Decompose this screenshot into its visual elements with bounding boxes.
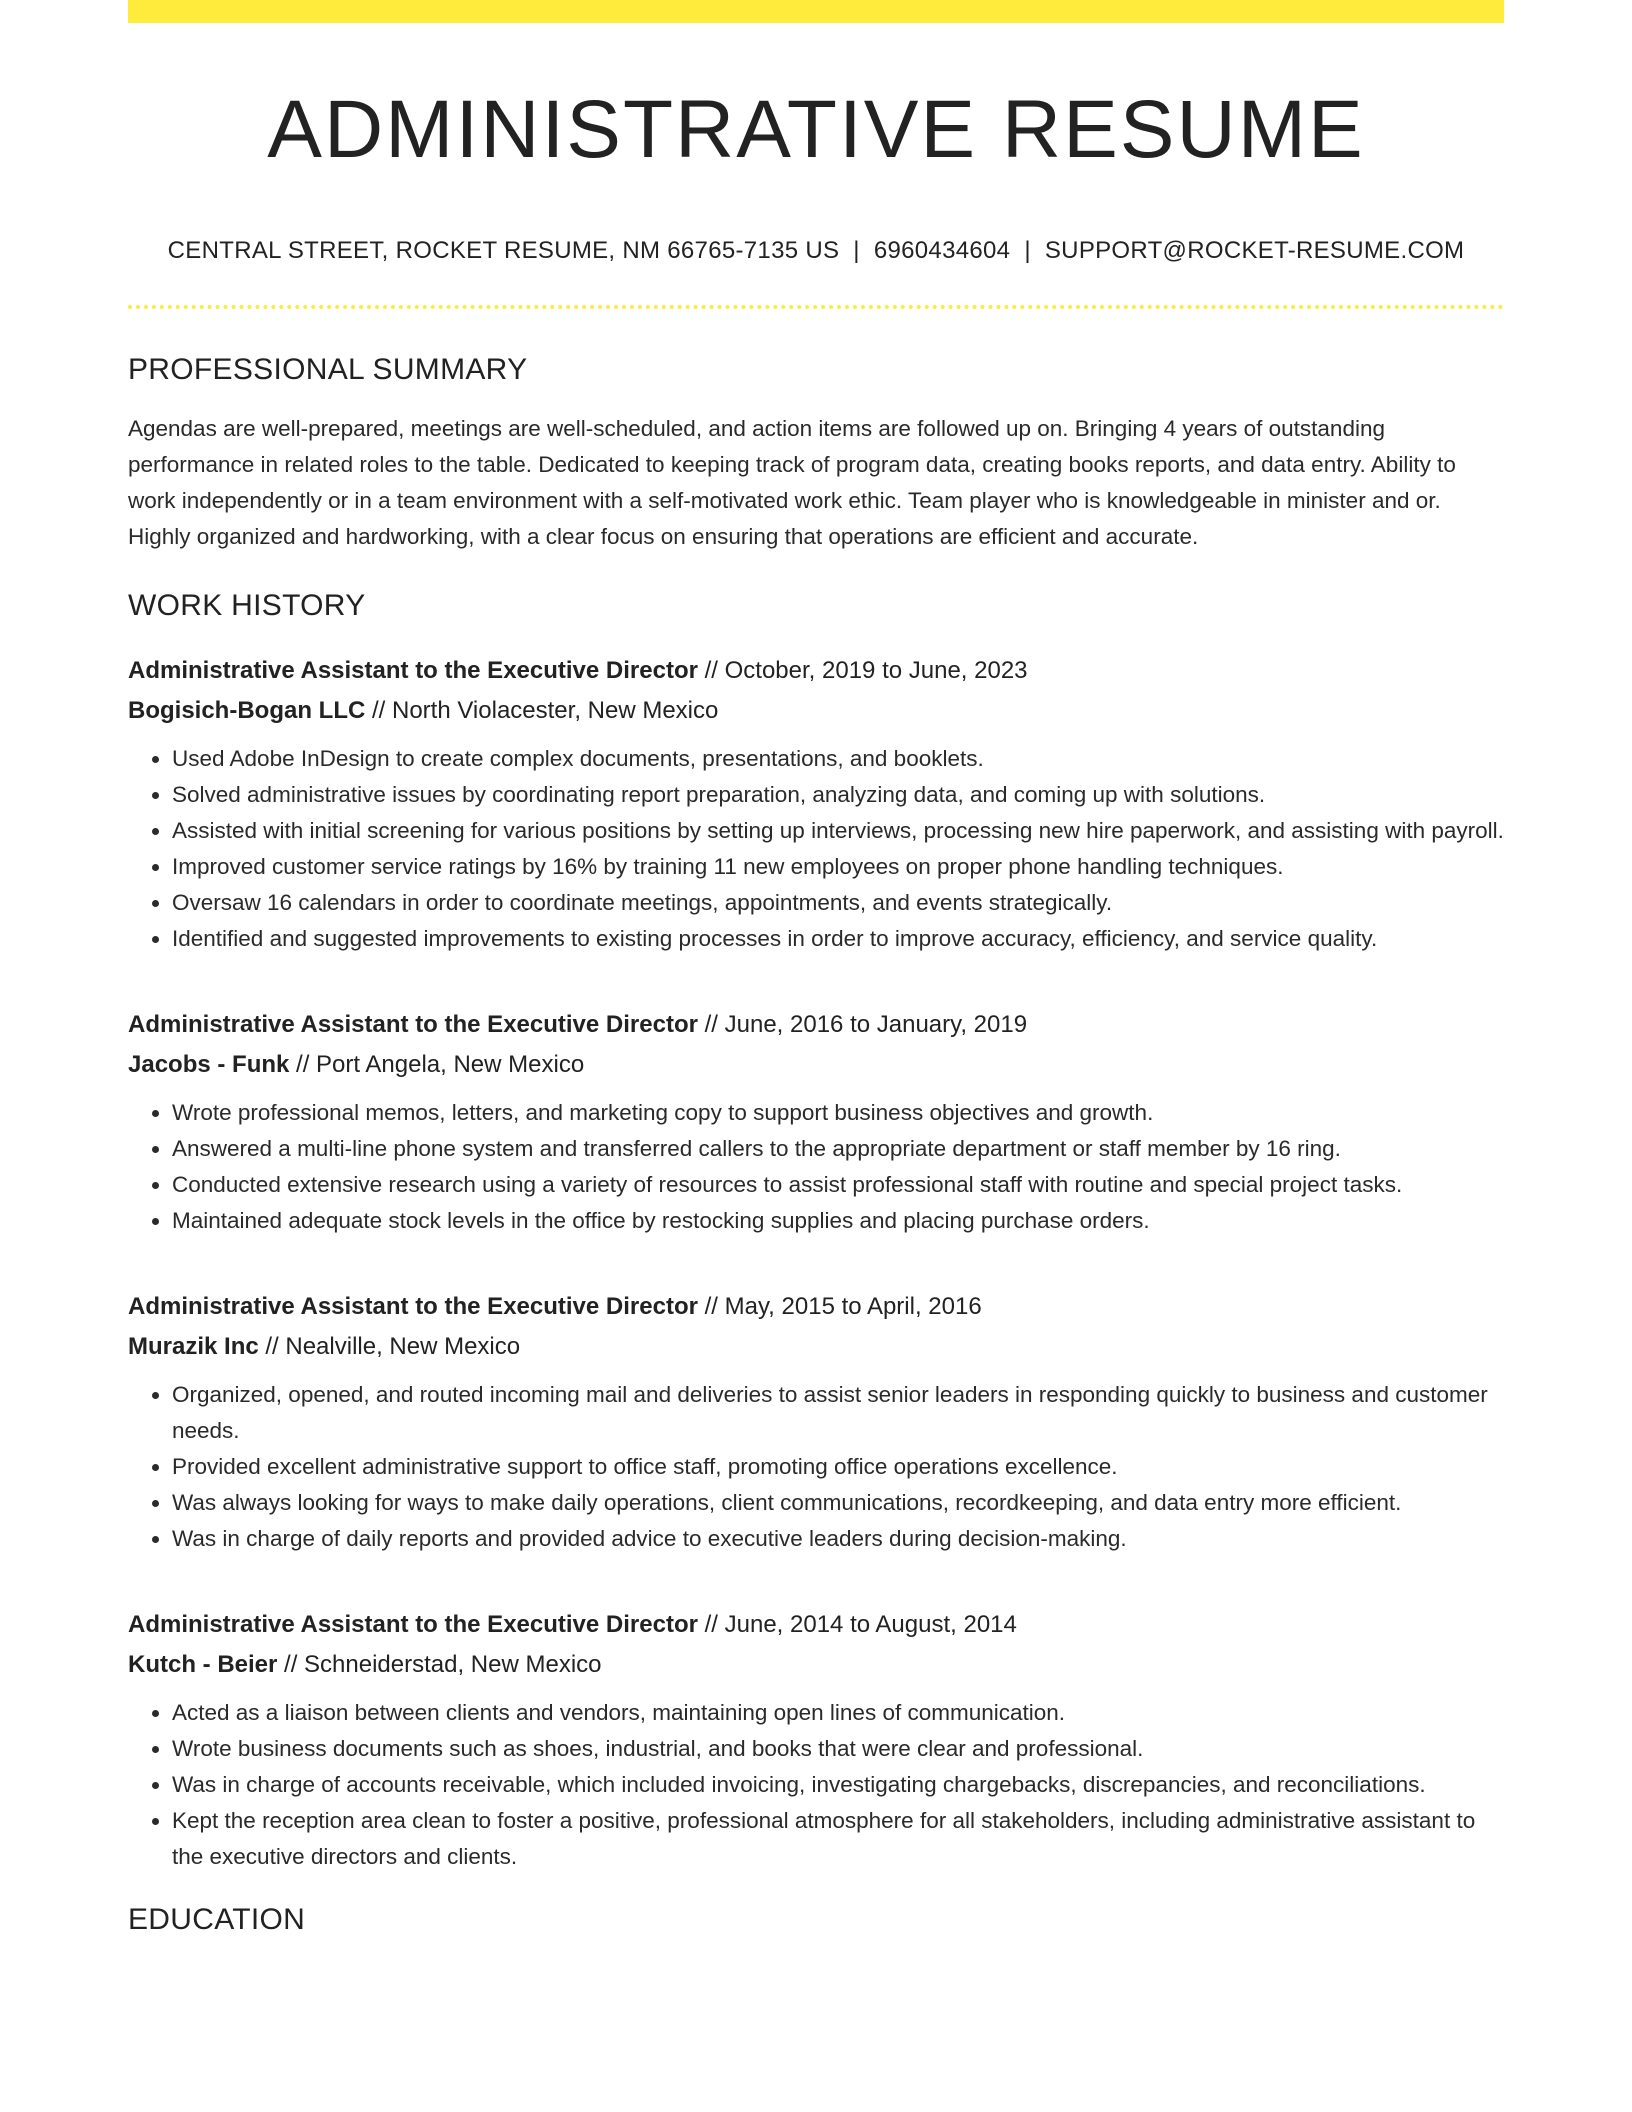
- accent-top-bar: [128, 0, 1504, 23]
- contact-separator: |: [853, 237, 860, 265]
- job-entry: [128, 1287, 1504, 1557]
- work-history-list: [128, 651, 1504, 1875]
- job-title-line: [128, 1005, 1504, 1045]
- job-entry: [128, 651, 1504, 957]
- job-location: // Schneiderstad, New Mexico: [277, 1651, 602, 1679]
- summary-text: Agendas are well-prepared, meetings are well-scheduled, and action items are followed up on. Bringing 4 years of outstanding performance in related roles to the table. Dedicated to keeping track of program data, creating books reports, and data entry. Ability to work independently or in a team environment with a self-motivated work ethic. Team player who is knowledgeable in minister and or. Highly organized and hardworking, with a clear focus on ensuring that operations are efficient and accurate.: [128, 416, 1456, 550]
- job-bullet: • Was in charge of daily reports and provided advice to executive leaders during decision-making.: [172, 1521, 1504, 1557]
- job-company: Jacobs - Funk: [128, 1051, 290, 1079]
- job-bullet-list: [128, 1695, 1504, 1875]
- job-bullet: • Wrote professional memos, letters, and marketing copy to support business objectives and growth.: [172, 1095, 1504, 1131]
- job-bullet: • Assisted with initial screening for various positions by setting up interviews, processing new hire paperwork, and assisting with payroll.: [172, 813, 1504, 849]
- job-bullet: • Answered a multi-line phone system and transferred callers to the appropriate department or staff member by 16 ring.: [172, 1131, 1504, 1167]
- job-company-line: [128, 1645, 1504, 1685]
- job-bullet: • Organized, opened, and routed incoming mail and deliveries to assist senior leaders in responding quickly to business and customer needs.: [172, 1377, 1504, 1449]
- job-company: Kutch - Beier: [128, 1651, 278, 1679]
- job-bullet: • Was always looking for ways to make daily operations, client communications, recordkeeping, and data entry more efficient.: [172, 1485, 1504, 1521]
- job-location: // Port Angela, New Mexico: [289, 1051, 585, 1079]
- job-title-line: [128, 1287, 1504, 1327]
- resume-page: [128, 0, 1504, 1937]
- job-bullet: • Maintained adequate stock levels in the office by restocking supplies and placing purchase orders.: [172, 1203, 1504, 1239]
- job-company: Murazik Inc: [128, 1333, 259, 1361]
- job-company-line: [128, 1327, 1504, 1367]
- job-bullet: • Improved customer service ratings by 16% by training 11 new employees on proper phone handling techniques.: [172, 849, 1504, 885]
- job-title: Administrative Assistant to the Executive Director: [128, 1293, 698, 1321]
- job-bullet: • Solved administrative issues by coordinating report preparation, analyzing data, and coming up with solutions.: [172, 777, 1504, 813]
- job-bullet-list: [128, 1377, 1504, 1557]
- job-dates: // October, 2019 to June, 2023: [697, 657, 1028, 685]
- job-title-line: [128, 651, 1504, 691]
- contact-line: [128, 237, 1504, 265]
- job-bullet-list: [128, 741, 1504, 957]
- job-title-line: [128, 1605, 1504, 1645]
- job-bullet: • Identified and suggested improvements to existing processes in order to improve accuracy, efficiency, and service quality.: [172, 921, 1504, 957]
- job-company-line: [128, 1045, 1504, 1085]
- job-location: // North Violacester, New Mexico: [365, 697, 719, 725]
- job-bullet-list: [128, 1095, 1504, 1239]
- job-bullet: • Wrote business documents such as shoes, industrial, and books that were clear and professional.: [172, 1731, 1504, 1767]
- job-bullet: • Oversaw 16 calendars in order to coordinate meetings, appointments, and events strategically.: [172, 885, 1504, 921]
- job-title: Administrative Assistant to the Executive Director: [128, 1611, 698, 1639]
- job-title: Administrative Assistant to the Executive Director: [128, 1011, 698, 1039]
- job-bullet: • Used Adobe InDesign to create complex documents, presentations, and booklets.: [172, 741, 1504, 777]
- contact-phone: 6960434604: [873, 237, 1011, 265]
- job-dates: // June, 2014 to August, 2014: [697, 1611, 1017, 1639]
- job-entry: [128, 1005, 1504, 1239]
- job-bullet: • Acted as a liaison between clients and vendors, maintaining open lines of communication.: [172, 1695, 1504, 1731]
- job-bullet: • Provided excellent administrative support to office staff, promoting office operations excellence.: [172, 1449, 1504, 1485]
- job-location: // Nealville, New Mexico: [258, 1333, 521, 1361]
- education-heading: EDUCATION: [128, 1903, 306, 1937]
- job-dates: // June, 2016 to January, 2019: [697, 1011, 1028, 1039]
- contact-separator: |: [1024, 237, 1031, 265]
- dotted-divider: [128, 305, 1504, 309]
- job-entry: [128, 1605, 1504, 1875]
- job-bullet: • Was in charge of accounts receivable, which included invoicing, investigating chargebacks, discrepancies, and reconciliations.: [172, 1767, 1504, 1803]
- contact-email: SUPPORT@ROCKET-RESUME.COM: [1044, 237, 1465, 265]
- job-company-line: [128, 691, 1504, 731]
- job-title: Administrative Assistant to the Executive Director: [128, 657, 698, 685]
- job-bullet: • Kept the reception area clean to foster a positive, professional atmosphere for all stakeholders, including administrative assistant to the executive directors and clients.: [172, 1803, 1504, 1875]
- resume-title: ADMINISTRATIVE RESUME: [267, 84, 1365, 175]
- contact-address: CENTRAL STREET, ROCKET RESUME, NM 66765-7135 US: [167, 237, 840, 265]
- job-company: Bogisich-Bogan LLC: [128, 697, 366, 725]
- job-bullet: • Conducted extensive research using a variety of resources to assist professional staff with routine and special project tasks.: [172, 1167, 1504, 1203]
- job-dates: // May, 2015 to April, 2016: [697, 1293, 982, 1321]
- summary-heading: PROFESSIONAL SUMMARY: [128, 353, 528, 387]
- work-history-heading: WORK HISTORY: [128, 589, 366, 623]
